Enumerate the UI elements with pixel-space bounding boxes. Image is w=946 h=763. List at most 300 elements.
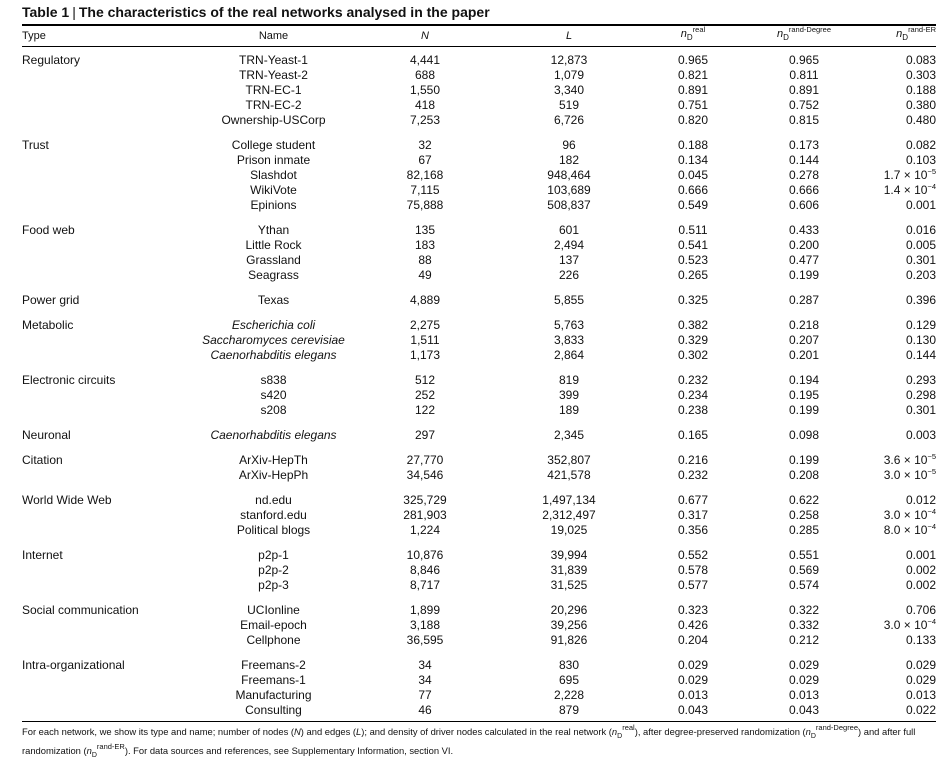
cell-nodes: 75,888 <box>406 198 444 213</box>
cell-edges: 819 <box>558 373 580 388</box>
cell-type <box>22 153 192 168</box>
cell-name: Saccharomyces cerevisiae <box>202 333 345 348</box>
cell-edges: 96 <box>562 138 576 153</box>
cell-type: Intra-organizational <box>22 658 125 673</box>
cell-nd-rand-er: 0.005 <box>905 238 936 253</box>
cell-nd-rand-er: 0.396 <box>905 293 936 308</box>
cell-nd-real: 0.356 <box>677 523 709 538</box>
cell-nd-real: 0.426 <box>677 618 709 633</box>
cell-nodes: 77 <box>418 688 432 703</box>
cell-name: Consulting <box>245 703 302 718</box>
cell-type <box>22 468 192 483</box>
cell-name: nd.edu <box>255 493 292 508</box>
cell-name: Grassland <box>246 253 301 268</box>
table-row <box>22 633 936 648</box>
group-spacer <box>22 648 936 658</box>
cell-edges: 39,256 <box>550 618 588 633</box>
cell-edges: 103,689 <box>547 183 591 198</box>
cell-name: Caenorhabditis elegans <box>210 428 337 443</box>
cell-nd-rand-degree: 0.811 <box>789 68 819 83</box>
cell-nd-rand-er: $8.0 \times 10^{-4}$ <box>883 522 936 538</box>
cell-nd-real: 0.317 <box>677 508 709 523</box>
cell-nd-rand-degree: 0.098 <box>788 428 820 443</box>
cell-name: ArXiv-HepPh <box>238 468 309 483</box>
table-caption: The characteristics of the real networks analysed in the paper <box>78 4 490 20</box>
cell-nd-real: 0.029 <box>677 658 709 673</box>
cell-edges: 399 <box>558 388 580 403</box>
cell-type <box>22 563 192 578</box>
cell-name: stanford.edu <box>240 508 307 523</box>
cell-nd-rand-degree: 0.285 <box>788 523 820 538</box>
cell-nd-rand-degree: 0.199 <box>788 403 820 418</box>
header-nd-real: $n_D^{real}$ <box>680 25 706 43</box>
group-spacer <box>22 418 936 428</box>
cell-nd-rand-degree: 0.278 <box>788 168 820 183</box>
cell-nd-rand-degree: 0.891 <box>788 83 820 98</box>
cell-nd-real: 0.552 <box>677 548 709 563</box>
cell-nd-rand-er: $3.0 \times 10^{-4}$ <box>883 507 936 523</box>
cell-nd-rand-er: 0.203 <box>905 268 936 283</box>
cell-name: Ownership-USCorp <box>221 113 326 128</box>
cell-nodes: 135 <box>414 223 436 238</box>
cell-nd-real: 0.965 <box>677 53 709 68</box>
cell-nd-real: 0.043 <box>677 703 709 718</box>
cell-nodes: 325,729 <box>403 493 447 508</box>
group-spacer <box>22 593 936 603</box>
cell-type <box>22 183 192 198</box>
cell-nodes: 88 <box>418 253 432 268</box>
table-label: Table 1 <box>22 4 70 20</box>
table-row <box>22 508 936 523</box>
cell-nodes: 1,224 <box>409 523 441 538</box>
cell-name: p2p-3 <box>258 578 289 593</box>
cell-nd-rand-er: 0.303 <box>905 68 936 83</box>
cell-nodes: 183 <box>414 238 436 253</box>
cell-nd-rand-degree: 0.199 <box>788 453 820 468</box>
cell-edges: 5,763 <box>553 318 585 333</box>
cell-nd-rand-degree: 0.965 <box>788 53 820 68</box>
table-title <box>22 4 490 20</box>
cell-name: TRN-EC-2 <box>245 98 302 113</box>
header-row <box>22 27 936 45</box>
cell-nd-rand-er: 0.012 <box>905 493 936 508</box>
cell-nd-rand-degree: 0.551 <box>788 548 820 563</box>
table-row <box>22 223 936 238</box>
cell-nd-rand-degree: 0.029 <box>788 673 820 688</box>
cell-nd-real: 0.265 <box>677 268 709 283</box>
table-row <box>22 428 936 443</box>
table-row <box>22 183 936 198</box>
cell-type <box>22 508 192 523</box>
cell-nodes: 82,168 <box>406 168 444 183</box>
cell-nd-real: 0.302 <box>677 348 709 363</box>
cell-nd-rand-degree: 0.194 <box>788 373 820 388</box>
cell-edges: 519 <box>558 98 580 113</box>
cell-nd-rand-er: 0.188 <box>905 83 936 98</box>
cell-nd-rand-er: 0.029 <box>905 658 936 673</box>
cell-nd-rand-degree: 0.815 <box>788 113 820 128</box>
cell-name: Caenorhabditis elegans <box>210 348 337 363</box>
cell-name: TRN-Yeast-1 <box>239 53 308 68</box>
cell-type: Power grid <box>22 293 80 308</box>
group-spacer <box>22 483 936 493</box>
cell-edges: 1,497,134 <box>542 493 596 508</box>
bottom-rule <box>22 721 936 722</box>
cell-name: TRN-Yeast-2 <box>239 68 308 83</box>
table-row <box>22 578 936 593</box>
cell-name: TRN-EC-1 <box>245 83 302 98</box>
cell-nd-real: 0.329 <box>677 333 709 348</box>
cell-nd-rand-degree: 0.207 <box>788 333 820 348</box>
cell-nd-rand-degree: 0.013 <box>788 688 820 703</box>
cell-nd-rand-er: 0.016 <box>905 223 936 238</box>
cell-edges: 421,578 <box>547 468 591 483</box>
cell-name: Little Rock <box>245 238 302 253</box>
table-row <box>22 688 936 703</box>
cell-nd-rand-degree: 0.287 <box>788 293 820 308</box>
cell-nodes: 34,546 <box>406 468 444 483</box>
cell-type: World Wide Web <box>22 493 112 508</box>
cell-name: UCIonline <box>247 603 300 618</box>
cell-edges: 31,839 <box>550 563 588 578</box>
cell-nodes: 281,903 <box>403 508 447 523</box>
table-row <box>22 98 936 113</box>
cell-edges: 31,525 <box>550 578 588 593</box>
cell-type <box>22 578 192 593</box>
cell-nodes: 688 <box>414 68 436 83</box>
cell-nd-real: 0.045 <box>677 168 709 183</box>
cell-nd-real: 0.677 <box>677 493 709 508</box>
table-body <box>22 53 936 718</box>
cell-nd-real: 0.549 <box>677 198 709 213</box>
cell-nodes: 122 <box>414 403 436 418</box>
cell-nodes: 27,770 <box>406 453 444 468</box>
cell-nd-rand-er: 0.301 <box>905 403 936 418</box>
cell-nd-rand-er: $3.0 \times 10^{-4}$ <box>883 617 936 633</box>
table-row <box>22 138 936 153</box>
cell-type <box>22 388 192 403</box>
cell-nodes: 512 <box>414 373 436 388</box>
cell-nodes: 34 <box>418 673 432 688</box>
table-row <box>22 268 936 283</box>
cell-type <box>22 168 192 183</box>
table-row <box>22 198 936 213</box>
cell-nd-real: 0.523 <box>677 253 709 268</box>
cell-edges: 226 <box>558 268 580 283</box>
cell-nodes: 7,253 <box>409 113 441 128</box>
cell-nd-rand-er: 0.002 <box>905 578 936 593</box>
table-row <box>22 658 936 673</box>
cell-nodes: 1,173 <box>409 348 441 363</box>
cell-type <box>22 673 192 688</box>
table-row <box>22 618 936 633</box>
cell-nd-real: 0.029 <box>677 673 709 688</box>
cell-type <box>22 253 192 268</box>
cell-edges: 508,837 <box>547 198 591 213</box>
cell-nd-rand-er: 0.706 <box>905 603 936 618</box>
cell-nodes: 49 <box>418 268 432 283</box>
cell-nd-rand-er: 0.082 <box>905 138 936 153</box>
table-footnote: For each network, we show its type and name; number of nodes (N) and edges (L); and density of driver nodes calculated in the real network $(n_D^{real})$, after degree-preserved randomization $(n_D^{rand-Degree})$ and after full randomization $(n_D^{rand-ER})$. For data sources and references, see Supplementary Information, section VI. <box>22 723 916 759</box>
cell-name: WikiVote <box>250 183 297 198</box>
cell-name: Manufacturing <box>235 688 312 703</box>
cell-name: s208 <box>260 403 287 418</box>
cell-edges: 3,833 <box>553 333 585 348</box>
header-type: Type <box>22 29 46 42</box>
cell-type: Citation <box>22 453 63 468</box>
cell-nd-rand-degree: 0.258 <box>788 508 820 523</box>
cell-nd-rand-degree: 0.218 <box>788 318 820 333</box>
group-spacer <box>22 283 936 293</box>
table-row <box>22 318 936 333</box>
cell-nd-rand-er: 0.133 <box>905 633 936 648</box>
cell-nd-real: 0.232 <box>677 468 709 483</box>
cell-nd-rand-degree: 0.332 <box>788 618 820 633</box>
cell-name: Slashdot <box>250 168 297 183</box>
cell-type: Trust <box>22 138 49 153</box>
cell-nodes: 8,717 <box>409 578 441 593</box>
cell-nd-rand-er: $3.0 \times 10^{-5}$ <box>883 467 936 483</box>
cell-type: Metabolic <box>22 318 74 333</box>
group-spacer <box>22 308 936 318</box>
cell-edges: 352,807 <box>547 453 591 468</box>
cell-nd-rand-degree: 0.208 <box>788 468 820 483</box>
cell-edges: 19,025 <box>550 523 588 538</box>
cell-nodes: 418 <box>414 98 436 113</box>
cell-name: Texas <box>257 293 290 308</box>
cell-nd-real: 0.013 <box>677 688 709 703</box>
cell-nd-rand-degree: 0.477 <box>788 253 820 268</box>
cell-nd-real: 0.232 <box>677 373 709 388</box>
header-nodes: N <box>421 29 429 42</box>
cell-name: p2p-1 <box>258 548 289 563</box>
cell-nd-rand-degree: 0.200 <box>788 238 820 253</box>
cell-nd-rand-degree: 0.622 <box>788 493 820 508</box>
table-row <box>22 373 936 388</box>
cell-nd-real: 0.511 <box>678 223 708 238</box>
cell-type <box>22 688 192 703</box>
cell-type <box>22 83 192 98</box>
cell-nd-rand-er: $1.7 \times 10^{-5}$ <box>883 167 936 183</box>
cell-type <box>22 523 192 538</box>
cell-edges: 601 <box>558 223 580 238</box>
group-spacer <box>22 363 936 373</box>
cell-nodes: 34 <box>418 658 432 673</box>
table-row <box>22 333 936 348</box>
cell-type <box>22 618 192 633</box>
cell-type <box>22 68 192 83</box>
cell-edges: 2,864 <box>553 348 585 363</box>
cell-nd-real: 0.820 <box>677 113 709 128</box>
table-row <box>22 253 936 268</box>
header-name: Name <box>258 29 289 42</box>
cell-nd-rand-degree: 0.173 <box>788 138 820 153</box>
cell-type <box>22 633 192 648</box>
cell-type <box>22 403 192 418</box>
cell-nd-rand-er: 0.298 <box>905 388 936 403</box>
cell-nd-rand-er: 0.130 <box>905 333 936 348</box>
cell-name: p2p-2 <box>258 563 289 578</box>
table-row <box>22 453 936 468</box>
table-row <box>22 238 936 253</box>
cell-nd-rand-degree: 0.574 <box>788 578 820 593</box>
cell-edges: 2,312,497 <box>542 508 596 523</box>
cell-nd-real: 0.323 <box>677 603 709 618</box>
networks-table <box>22 27 936 718</box>
cell-edges: 39,994 <box>550 548 588 563</box>
group-spacer <box>22 213 936 223</box>
cell-nd-rand-er: 0.029 <box>905 673 936 688</box>
table-row <box>22 603 936 618</box>
cell-edges: 830 <box>558 658 580 673</box>
cell-nodes: 2,275 <box>409 318 441 333</box>
cell-nd-rand-er: 0.001 <box>905 198 936 213</box>
cell-edges: 137 <box>558 253 580 268</box>
cell-nd-rand-degree: 0.569 <box>788 563 820 578</box>
cell-type <box>22 333 192 348</box>
cell-nd-rand-er: 0.002 <box>905 563 936 578</box>
table-row <box>22 403 936 418</box>
table-row <box>22 673 936 688</box>
table-row <box>22 523 936 538</box>
cell-type: Electronic circuits <box>22 373 116 388</box>
cell-type <box>22 703 192 718</box>
cell-nd-real: 0.382 <box>677 318 709 333</box>
cell-edges: 2,494 <box>553 238 585 253</box>
cell-type <box>22 113 192 128</box>
cell-nd-rand-degree: 0.433 <box>788 223 820 238</box>
table-row <box>22 168 936 183</box>
cell-nd-rand-degree: 0.199 <box>788 268 820 283</box>
cell-nd-rand-er: 0.129 <box>905 318 936 333</box>
cell-edges: 91,826 <box>550 633 588 648</box>
table-row <box>22 468 936 483</box>
cell-nd-rand-er: 0.480 <box>905 113 936 128</box>
cell-nd-rand-degree: 0.666 <box>788 183 820 198</box>
cell-nd-real: 0.751 <box>677 98 709 113</box>
cell-name: Freemans-2 <box>241 658 306 673</box>
cell-name: Seagrass <box>248 268 299 283</box>
cell-nd-rand-degree: 0.144 <box>788 153 820 168</box>
table-row <box>22 68 936 83</box>
cell-nd-rand-er: 0.380 <box>905 98 936 113</box>
cell-nd-real: 0.821 <box>677 68 709 83</box>
cell-nodes: 36,595 <box>406 633 444 648</box>
cell-nd-rand-degree: 0.195 <box>788 388 820 403</box>
cell-edges: 12,873 <box>550 53 588 68</box>
cell-nd-rand-er: 0.083 <box>905 53 936 68</box>
cell-nd-real: 0.188 <box>677 138 709 153</box>
cell-nodes: 1,899 <box>409 603 441 618</box>
group-spacer <box>22 538 936 548</box>
cell-name: Ythan <box>257 223 290 238</box>
cell-type <box>22 198 192 213</box>
cell-edges: 695 <box>558 673 580 688</box>
cell-nd-real: 0.666 <box>677 183 709 198</box>
cell-name: Prison inmate <box>236 153 311 168</box>
cell-nd-rand-er: $3.6 \times 10^{-5}$ <box>883 452 936 468</box>
cell-edges: 3,340 <box>553 83 585 98</box>
cell-nodes: 67 <box>418 153 432 168</box>
cell-nd-real: 0.134 <box>677 153 709 168</box>
cell-name: Cellphone <box>246 633 301 648</box>
cell-nd-real: 0.216 <box>677 453 709 468</box>
cell-nd-rand-er: 0.013 <box>905 688 936 703</box>
cell-nodes: 32 <box>418 138 432 153</box>
table-row <box>22 493 936 508</box>
cell-edges: 948,464 <box>547 168 591 183</box>
header-nd-rand-degree: $n_D^{rand-Degree}$ <box>776 25 831 43</box>
cell-type: Regulatory <box>22 53 81 68</box>
cell-nd-rand-degree: 0.322 <box>788 603 820 618</box>
table-row <box>22 83 936 98</box>
cell-type <box>22 98 192 113</box>
cell-nd-real: 0.541 <box>677 238 709 253</box>
cell-nd-rand-er: 0.301 <box>905 253 936 268</box>
table-row <box>22 388 936 403</box>
cell-type: Internet <box>22 548 63 563</box>
cell-nd-rand-degree: 0.606 <box>788 198 820 213</box>
cell-nd-real: 0.165 <box>677 428 709 443</box>
cell-nd-real: 0.577 <box>677 578 709 593</box>
title-separator: | <box>72 4 76 20</box>
cell-nd-rand-degree: 0.752 <box>788 98 820 113</box>
cell-nd-rand-er: 0.103 <box>905 153 936 168</box>
table-row <box>22 53 936 68</box>
cell-nodes: 3,188 <box>409 618 441 633</box>
cell-nd-rand-er: 0.003 <box>905 428 936 443</box>
cell-edges: 879 <box>558 703 580 718</box>
cell-nd-real: 0.234 <box>677 388 709 403</box>
group-spacer <box>22 443 936 453</box>
cell-name: s838 <box>260 373 287 388</box>
cell-name: College student <box>231 138 316 153</box>
cell-nd-rand-degree: 0.029 <box>788 658 820 673</box>
table-row <box>22 153 936 168</box>
table-row <box>22 703 936 718</box>
cell-nodes: 4,441 <box>409 53 441 68</box>
cell-edges: 1,079 <box>553 68 585 83</box>
cell-nodes: 4,889 <box>409 293 441 308</box>
table-row <box>22 293 936 308</box>
cell-nodes: 1,550 <box>409 83 441 98</box>
cell-type: Social communication <box>22 603 139 618</box>
cell-nd-real: 0.325 <box>677 293 709 308</box>
cell-nodes: 10,876 <box>406 548 444 563</box>
header-edges: L <box>565 29 573 42</box>
cell-nd-real: 0.238 <box>677 403 709 418</box>
cell-nd-rand-degree: 0.201 <box>788 348 820 363</box>
cell-edges: 182 <box>558 153 580 168</box>
cell-name: s420 <box>260 388 287 403</box>
cell-nd-rand-er: 0.144 <box>905 348 936 363</box>
cell-type <box>22 348 192 363</box>
cell-nodes: 1,511 <box>410 333 440 348</box>
cell-type <box>22 238 192 253</box>
cell-edges: 20,296 <box>550 603 588 618</box>
cell-nd-real: 0.204 <box>677 633 709 648</box>
cell-nodes: 7,115 <box>410 183 440 198</box>
cell-nd-rand-er: $1.4 \times 10^{-4}$ <box>883 182 936 198</box>
cell-name: Epinions <box>250 198 297 213</box>
cell-edges: 2,228 <box>553 688 585 703</box>
cell-type <box>22 268 192 283</box>
cell-nodes: 297 <box>414 428 436 443</box>
cell-nodes: 46 <box>418 703 432 718</box>
cell-name: Political blogs <box>236 523 311 538</box>
cell-nd-rand-degree: 0.212 <box>788 633 820 648</box>
cell-nd-rand-er: 0.293 <box>905 373 936 388</box>
